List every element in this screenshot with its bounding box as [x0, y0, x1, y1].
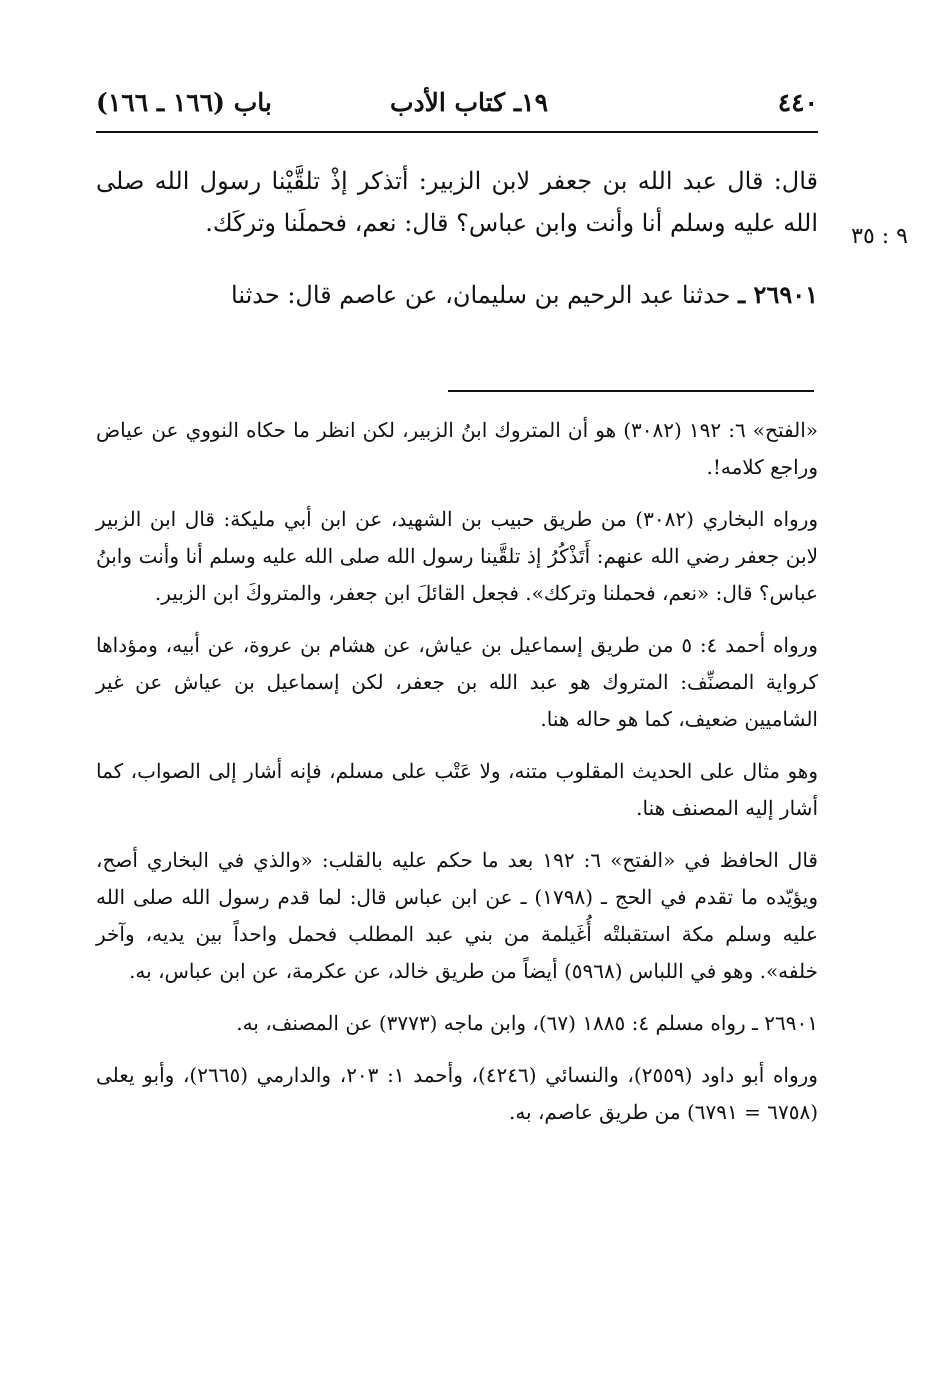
- footnote-rule: [448, 390, 814, 392]
- footnotes: [96, 412, 818, 1146]
- footnote-paragraph: ٢٦٩٠١ ـ رواه مسلم ٤: ١٨٨٥ (٦٧)، وابن ماجه (٣٧٧٣) عن المصنف، به.: [236, 1011, 818, 1035]
- footnote-paragraph: ورواه أبو داود (٢٥٥٩)، والنسائي (٤٢٤٦)، وأحمد ١: ٢٠٣، والدارمي (٢٦٦٥)، وأبو يعلى (٦٧٥٨ = ٦٧٩١) من طريق عاصم، به.: [96, 1063, 818, 1124]
- footnote-paragraph: «الفتح» ٦: ١٩٢ (٣٠٨٢) هو أن المتروك ابنُ الزبير، لكن انظر ما حكاه النووي عن عياض وراجع كلامه!.: [96, 418, 818, 479]
- book-title: ١٩ـ كتاب الأدب: [389, 88, 548, 117]
- margin-reference: ٩ : ٣٥: [851, 224, 908, 249]
- footnote-paragraph: قال الحافظ في «الفتح» ٦: ١٩٢ بعد ما حكم عليه بالقلب: «والذي في البخاري أصح، ويؤيّده ما تقدم في الحج ـ (١٧٩٨) ـ عن ابن عباس قال: لما قدم رسول الله صلى الله عليه وسلم مكة استقبلتْه أُغَيلمة من بني عبد المطلب فحمل واحداً بين يديه، وآخر خلفه». وهو في اللباس (٥٩٦٨) أيضاً من طريق خالد، عن عكرمة، عن ابن عباس، به.: [96, 848, 818, 983]
- footnote-paragraph: ورواه البخاري (٣٠٨٢) من طريق حبيب بن الشهيد، عن ابن أبي مليكة: قال ابن الزبير لابن جعفر رضي الله عنهم: أَتَذْكُرُ إذ تلقَّينا رسول الله صلى الله عليه وسلم أنا وأنت وابنُ عباس؟ قال: «نعم، فحملنا وتركك». فجعل القائلَ ابن جعفر، والمتروكَ ابن الزبير.: [96, 507, 819, 605]
- main-paragraph-2: [96, 274, 818, 316]
- main-paragraph-2-text: حدثنا عبد الرحيم بن سليمان، عن عاصم قال: حدثنا: [231, 281, 731, 309]
- header-rule: [96, 131, 818, 133]
- running-header: [96, 84, 818, 124]
- main-paragraph-1: قال: قال عبد الله بن جعفر لابن الزبير: أتذكر إذْ تلقَّيْنا رسول الله صلى الله عليه وسلم أنا وأنت وابن عباس؟ قال: نعم، فحملَنا وتركَك.: [96, 167, 818, 237]
- page-number: ٤٤٠: [777, 88, 818, 117]
- main-text: [96, 160, 818, 316]
- footnote-paragraph: وهو مثال على الحديث المقلوب متنه، ولا عَتْب على مسلم، فإنه أشار إلى الصواب، كما أشار إليه المصنف هنا.: [96, 759, 818, 820]
- chapter-range: باب (١٦٦ ـ ١٦٦): [96, 88, 272, 117]
- footnote-paragraph: ورواه أحمد ٤: ٥ من طريق إسماعيل بن عياش، عن هشام بن عروة، عن أبيه، ومؤداها كرواية المصنِّف: المتروك هو عبد الله بن جعفر، لكن إسماعيل بن عياش عن غير الشاميين ضعيف، كما هو حاله هنا.: [96, 633, 818, 731]
- hadith-number: ٢٦٩٠١ ـ: [738, 280, 818, 309]
